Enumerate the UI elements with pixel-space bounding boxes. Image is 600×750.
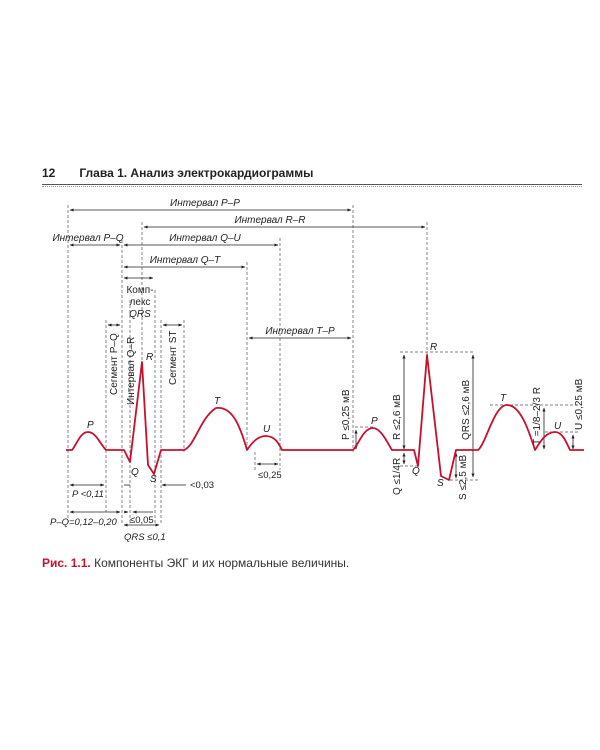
complex-label: [126, 285, 153, 320]
label-segment-pq: Сегмент P–Q: [109, 333, 120, 395]
norm-qrs-duration: QRS ≤0,1: [124, 532, 166, 543]
page-number: 12: [42, 166, 56, 180]
wave-p: P: [87, 420, 94, 431]
caption-label: Рис. 1.1.: [42, 556, 91, 570]
label-amp-q: Q ≤1/4R: [392, 457, 403, 495]
norm-pq: P–Q=0,12–0,20: [50, 517, 117, 528]
vertical-labels: [109, 330, 585, 500]
wave-letters: [87, 342, 562, 489]
label-interval-qu: Интервал Q–U: [169, 233, 241, 244]
label-amp-qrs: QRS ≤2,6 мВ: [461, 379, 472, 440]
complex-line3: QRS: [129, 309, 151, 320]
complex-line2: лекс: [129, 297, 151, 308]
chapter-title: Глава 1. Анализ электрокардиограммы: [79, 166, 314, 180]
complex-line1: Комп-: [126, 285, 154, 296]
label-amp-r: R ≤2,6 мВ: [392, 394, 403, 440]
wave2-r: R: [430, 342, 438, 353]
label-amp-u: U ≤0,25 мВ: [574, 378, 585, 430]
wave-s: S: [150, 474, 157, 485]
wave2-u: U: [554, 421, 562, 432]
label-interval-tp: Интервал T–P: [265, 326, 335, 337]
wave-r: R: [146, 352, 154, 363]
label-segment-st: Сегмент ST: [168, 330, 179, 385]
wave2-p: P: [371, 416, 378, 427]
wave2-t: T: [500, 393, 507, 404]
norm-u-duration: ≤0,25: [258, 470, 282, 481]
ecg-trace: [66, 355, 584, 480]
guide-lines: [68, 205, 427, 525]
norm-p-duration: P <0,11: [72, 489, 104, 500]
duration-norms: [50, 470, 282, 543]
label-interval-qt: Интервал Q–T: [149, 255, 221, 266]
wave-u: U: [263, 424, 271, 435]
wave2-s: S: [437, 478, 444, 489]
wave-q: Q: [131, 467, 139, 478]
wave2-q: Q: [412, 466, 420, 477]
interval-arrows: [70, 210, 425, 525]
norm-q-duration: ≤0,05: [130, 515, 154, 526]
caption-text: Компоненты ЭКГ и их нормальные величины.: [94, 556, 350, 570]
label-amp-p: P ≤0,25 мВ: [341, 389, 352, 440]
label-interval-rr: Интервал R–R: [234, 215, 306, 226]
norm-st: <0,03: [190, 480, 215, 491]
label-interval-pq: Интервал P–Q: [52, 233, 124, 244]
wave-t: T: [214, 396, 221, 407]
label-interval-qr: Интервал Q–R: [126, 336, 137, 405]
label-interval-pp: Интервал P–P: [170, 198, 240, 209]
figure-caption: [42, 556, 349, 570]
label-amp-t: T =1/8–2/3 R: [532, 387, 543, 445]
interval-labels: [53, 198, 335, 337]
label-amp-s: S ≤2,5 мВ: [458, 454, 469, 500]
